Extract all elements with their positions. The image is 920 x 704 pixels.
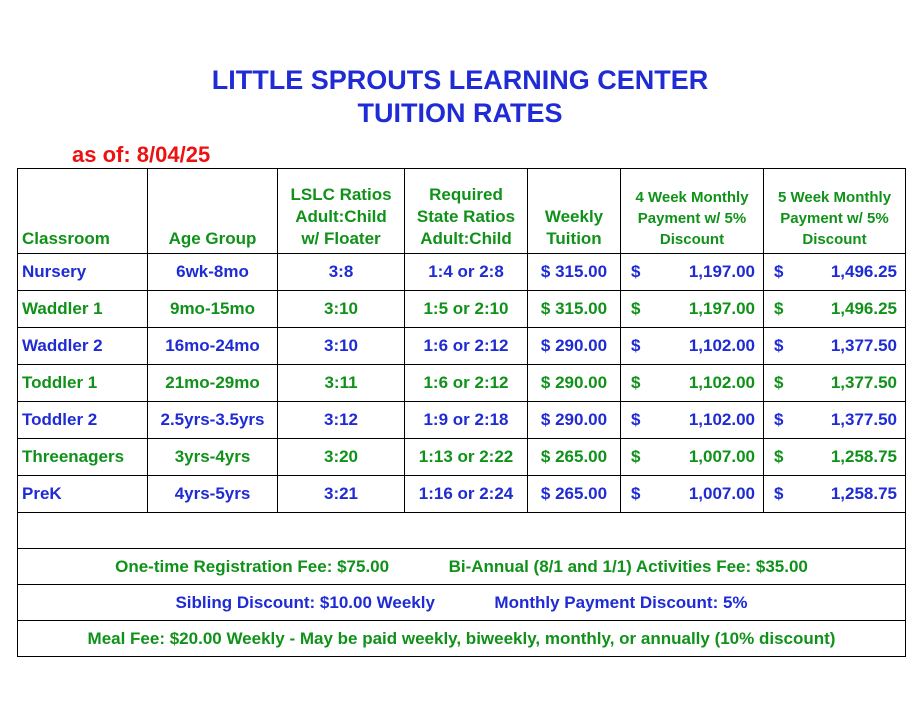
classroom-cell: Threenagers [18, 439, 148, 476]
five-week-cell [764, 291, 906, 328]
amount: 1,377.50 [830, 336, 897, 355]
col-header-weekly-tuition [528, 169, 621, 254]
currency-symbol: $ [631, 447, 641, 466]
col-header-age-group: Age Group [148, 169, 278, 254]
amount: 1,377.50 [830, 410, 897, 429]
state-ratio-cell: 1:6 or 2:12 [405, 365, 528, 402]
state-ratio-cell: 1:6 or 2:12 [405, 328, 528, 365]
empty-cell [18, 513, 906, 549]
amount: 1,197.00 [688, 299, 755, 318]
state-ratio-cell: 1:13 or 2:22 [405, 439, 528, 476]
lslc-header-line: LSLC Ratios [290, 185, 392, 204]
weekly-header-line: Tuition [546, 229, 602, 248]
five-week-cell [764, 328, 906, 365]
lslc-ratio-cell: 3:12 [278, 402, 405, 439]
amount: 1,102.00 [688, 336, 755, 355]
table-row [18, 476, 906, 513]
four-week-header-line: Payment w/ 5% [637, 210, 747, 227]
state-ratio-cell: 1:9 or 2:18 [405, 402, 528, 439]
amount: 1,496.25 [830, 262, 897, 281]
currency-symbol: $ [774, 484, 784, 503]
activities-fee: Bi-Annual (8/1 and 1/1) Activities Fee: $35.00 [448, 556, 808, 576]
col-header-four-week [621, 169, 764, 254]
weekly-header-line: Weekly [544, 207, 604, 226]
weekly-tuition-cell: $ 315.00 [528, 254, 621, 291]
five-week-cell [764, 439, 906, 476]
table-row [18, 254, 906, 291]
lslc-header-line: w/ Floater [301, 229, 381, 248]
age-group-cell: 2.5yrs-3.5yrs [148, 402, 278, 439]
currency-symbol: $ [631, 410, 641, 429]
five-week-header-line: Discount [802, 231, 867, 248]
currency-symbol: $ [774, 447, 784, 466]
four-week-cell [621, 291, 764, 328]
amount: 1,258.75 [830, 447, 897, 466]
four-week-header-line: 4 Week Monthly [635, 189, 749, 206]
table-row [18, 402, 906, 439]
age-group-cell: 16mo-24mo [148, 328, 278, 365]
five-week-cell [764, 254, 906, 291]
fees-row [18, 549, 906, 585]
amount: 1,102.00 [688, 373, 755, 392]
col-header-lslc-ratios [278, 169, 405, 254]
amount: 1,102.00 [688, 410, 755, 429]
table-row [18, 439, 906, 476]
state-header-line: Required [429, 185, 503, 204]
age-group-cell: 3yrs-4yrs [148, 439, 278, 476]
table-row [18, 365, 906, 402]
currency-symbol: $ [774, 336, 784, 355]
empty-row [18, 513, 906, 549]
lslc-ratio-cell: 3:11 [278, 365, 405, 402]
age-group-cell: 9mo-15mo [148, 291, 278, 328]
currency-symbol: $ [774, 299, 784, 318]
age-group-cell: 4yrs-5yrs [148, 476, 278, 513]
header-row [18, 169, 906, 254]
state-ratio-cell: 1:16 or 2:24 [405, 476, 528, 513]
monthly-payment-discount: Monthly Payment Discount: 5% [494, 592, 748, 612]
age-group-cell: 21mo-29mo [148, 365, 278, 402]
page-title [0, 64, 920, 130]
four-week-cell [621, 365, 764, 402]
four-week-cell [621, 402, 764, 439]
meal-fee-row [18, 621, 906, 657]
four-week-cell [621, 439, 764, 476]
discounts-row [18, 585, 906, 621]
currency-symbol: $ [631, 373, 641, 392]
amount: 1,007.00 [688, 447, 755, 466]
col-header-classroom: Classroom [18, 169, 148, 254]
classroom-cell: PreK [18, 476, 148, 513]
weekly-tuition-cell: $ 290.00 [528, 328, 621, 365]
lslc-ratio-cell: 3:20 [278, 439, 405, 476]
lslc-ratio-cell: 3:10 [278, 328, 405, 365]
classroom-cell: Nursery [18, 254, 148, 291]
four-week-cell [621, 476, 764, 513]
table-row [18, 291, 906, 328]
currency-symbol: $ [774, 410, 784, 429]
state-ratio-cell: 1:4 or 2:8 [405, 254, 528, 291]
title-line-1: LITTLE SPROUTS LEARNING CENTER [211, 65, 709, 95]
classroom-cell: Waddler 1 [18, 291, 148, 328]
state-header-line: Adult:Child [420, 229, 512, 248]
classroom-cell: Waddler 2 [18, 328, 148, 365]
currency-symbol: $ [631, 299, 641, 318]
currency-symbol: $ [774, 262, 784, 281]
classroom-cell: Toddler 1 [18, 365, 148, 402]
four-week-header-line: Discount [659, 231, 725, 248]
five-week-cell [764, 365, 906, 402]
amount: 1,197.00 [688, 262, 755, 281]
as-of-date: as of: 8/04/25 [72, 142, 211, 167]
lslc-ratio-cell: 3:8 [278, 254, 405, 291]
four-week-cell [621, 328, 764, 365]
sibling-discount: Sibling Discount: $10.00 Weekly [175, 592, 435, 612]
amount: 1,258.75 [830, 484, 897, 503]
weekly-tuition-cell: $ 315.00 [528, 291, 621, 328]
weekly-tuition-cell: $ 290.00 [528, 365, 621, 402]
tuition-table [17, 168, 906, 657]
currency-symbol: $ [774, 373, 784, 392]
discounts-cell [18, 585, 906, 621]
title-line-2: TUITION RATES [357, 98, 563, 128]
five-week-header-line: Payment w/ 5% [780, 210, 889, 227]
four-week-cell [621, 254, 764, 291]
col-header-state-ratios [405, 169, 528, 254]
five-week-cell [764, 402, 906, 439]
lslc-ratio-cell: 3:21 [278, 476, 405, 513]
age-group-cell: 6wk-8mo [148, 254, 278, 291]
lslc-header-line: Adult:Child [295, 207, 387, 226]
meal-fee: Meal Fee: $20.00 Weekly - May be paid weekly, biweekly, monthly, or annually (10% discount) [18, 621, 906, 657]
five-week-cell [764, 476, 906, 513]
amount: 1,377.50 [830, 373, 897, 392]
currency-symbol: $ [631, 484, 641, 503]
state-header-line: State Ratios [416, 207, 516, 226]
col-header-five-week [764, 169, 906, 254]
table-row [18, 328, 906, 365]
lslc-ratio-cell: 3:10 [278, 291, 405, 328]
weekly-tuition-cell: $ 290.00 [528, 402, 621, 439]
weekly-tuition-cell: $ 265.00 [528, 439, 621, 476]
state-ratio-cell: 1:5 or 2:10 [405, 291, 528, 328]
amount: 1,496.25 [830, 299, 897, 318]
currency-symbol: $ [631, 262, 641, 281]
fees-cell [18, 549, 906, 585]
amount: 1,007.00 [688, 484, 755, 503]
classroom-cell: Toddler 2 [18, 402, 148, 439]
registration-fee: One-time Registration Fee: $75.00 [115, 556, 390, 576]
weekly-tuition-cell: $ 265.00 [528, 476, 621, 513]
five-week-header-line: 5 Week Monthly [777, 189, 892, 206]
currency-symbol: $ [631, 336, 641, 355]
